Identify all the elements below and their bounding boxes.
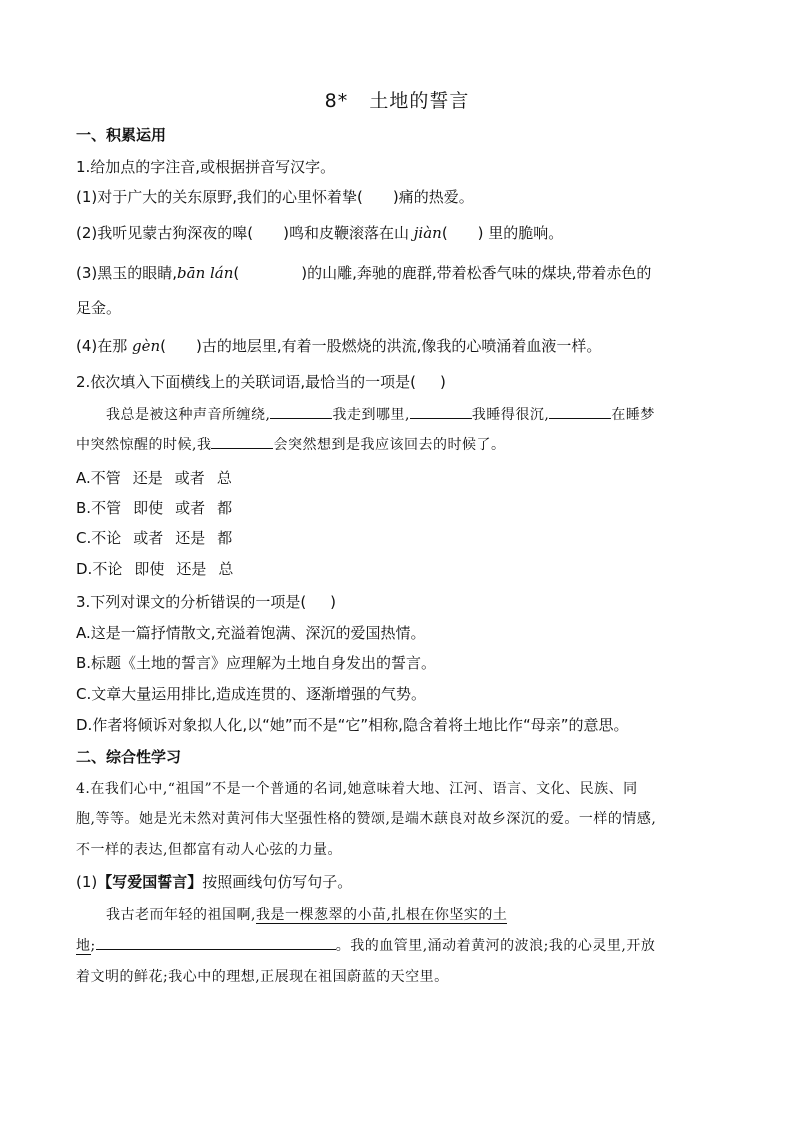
q1-item-3-cont: 足金。 [76,299,122,317]
q2-option-c[interactable]: C.不论 或者 还是 都 [76,529,233,547]
q4-example-line-1: 我古老而年轻的祖国啊,我是一棵葱翠的小苗,扎根在你坚实的土 [106,907,508,923]
q1-stem: 1.给加点的字注音,或根据拼音写汉字。 [76,158,336,176]
fill-blank-3[interactable] [549,404,611,419]
q3-option-c[interactable]: C.文章大量运用排比,造成连贯的、逐渐增强的气势。 [76,685,427,703]
q2-passage-line-2: 中突然惊醒的时候,我 会突然想到是我应该回去的时候了。 [76,434,724,456]
fill-blank-1[interactable] [270,404,332,419]
q1-item-1: (1)对于广大的关东原野,我们的心里怀着挚( )痛的热爱。 [76,188,474,206]
q4-sub-1: (1)【写爱国誓言】按照画线句仿写句子。 [76,873,353,891]
page-title: 8* 土地的誓言 [324,90,470,112]
q3-option-a[interactable]: A.这是一篇抒情散文,充溢着饱满、深沉的爱国热情。 [76,624,426,642]
imitation-answer-blank[interactable] [96,935,336,950]
q1-item-2: (2)我听见蒙古狗深夜的嗥( )鸣和皮鞭滚落在山 jiàn( ) 里的脆响。 [76,224,564,242]
q4-intro-line-2: 胞,等等。她是光未然对黄河伟大坚强性格的赞颂,是端木蕻良对故乡深沉的爱。一样的情感, [76,811,657,827]
q2-option-d[interactable]: D.不论 即使 还是 总 [76,560,234,578]
q4-example-line-3: 着文明的鲜花;我心中的理想,正展现在祖国蔚蓝的天空里。 [76,969,449,985]
underlined-sentence: 我是一棵葱翠的小苗,扎根在你坚实的土 [255,907,508,923]
q4-example-line-2: 地; 。我的血管里,涌动着黄河的波浪;我的心灵里,开放 [76,935,724,957]
q3-option-d[interactable]: D.作者将倾诉对象拟人化,以“她”而不是“它”相称,隐含着将土地比作“母亲”的意思。 [76,716,629,734]
q1-item-4: (4)在那 gèn( )古的地层里,有着一股燃烧的洪流,像我的心喷涌着血液一样。 [76,337,602,355]
q3-option-b[interactable]: B.标题《土地的誓言》应理解为土地自身发出的誓言。 [76,654,437,672]
q2-passage-line-1: 我总是被这种声音所缠绕, 我走到哪里, 我睡得很沉, 在睡梦 [106,404,724,426]
q4-intro-line-1: 4.在我们心中,“祖国”不是一个普通的名词,她意味着大地、江河、语言、文化、民族、同 [76,781,638,797]
q3-stem: 3.下列对课文的分析错误的一项是( ) [76,593,337,611]
q2-option-b[interactable]: B.不管 即使 或者 都 [76,499,233,517]
fill-blank-2[interactable] [410,404,472,419]
section-heading-2: 二、综合性学习 [76,748,182,766]
q2-stem: 2.依次填入下面横线上的关联词语,最恰当的一项是( ) [76,373,446,391]
section-heading-1: 一、积累运用 [76,126,167,144]
q4-intro-line-3: 不一样的表达,但都富有动人心弦的力量。 [76,842,342,858]
fill-blank-4[interactable] [211,434,273,449]
q2-option-a[interactable]: A.不管 还是 或者 总 [76,469,232,487]
q1-item-3: (3)黑玉的眼睛,bān lán( )的山雕,奔驰的鹿群,带着松香气味的煤块,带着赤色的 [76,264,652,282]
